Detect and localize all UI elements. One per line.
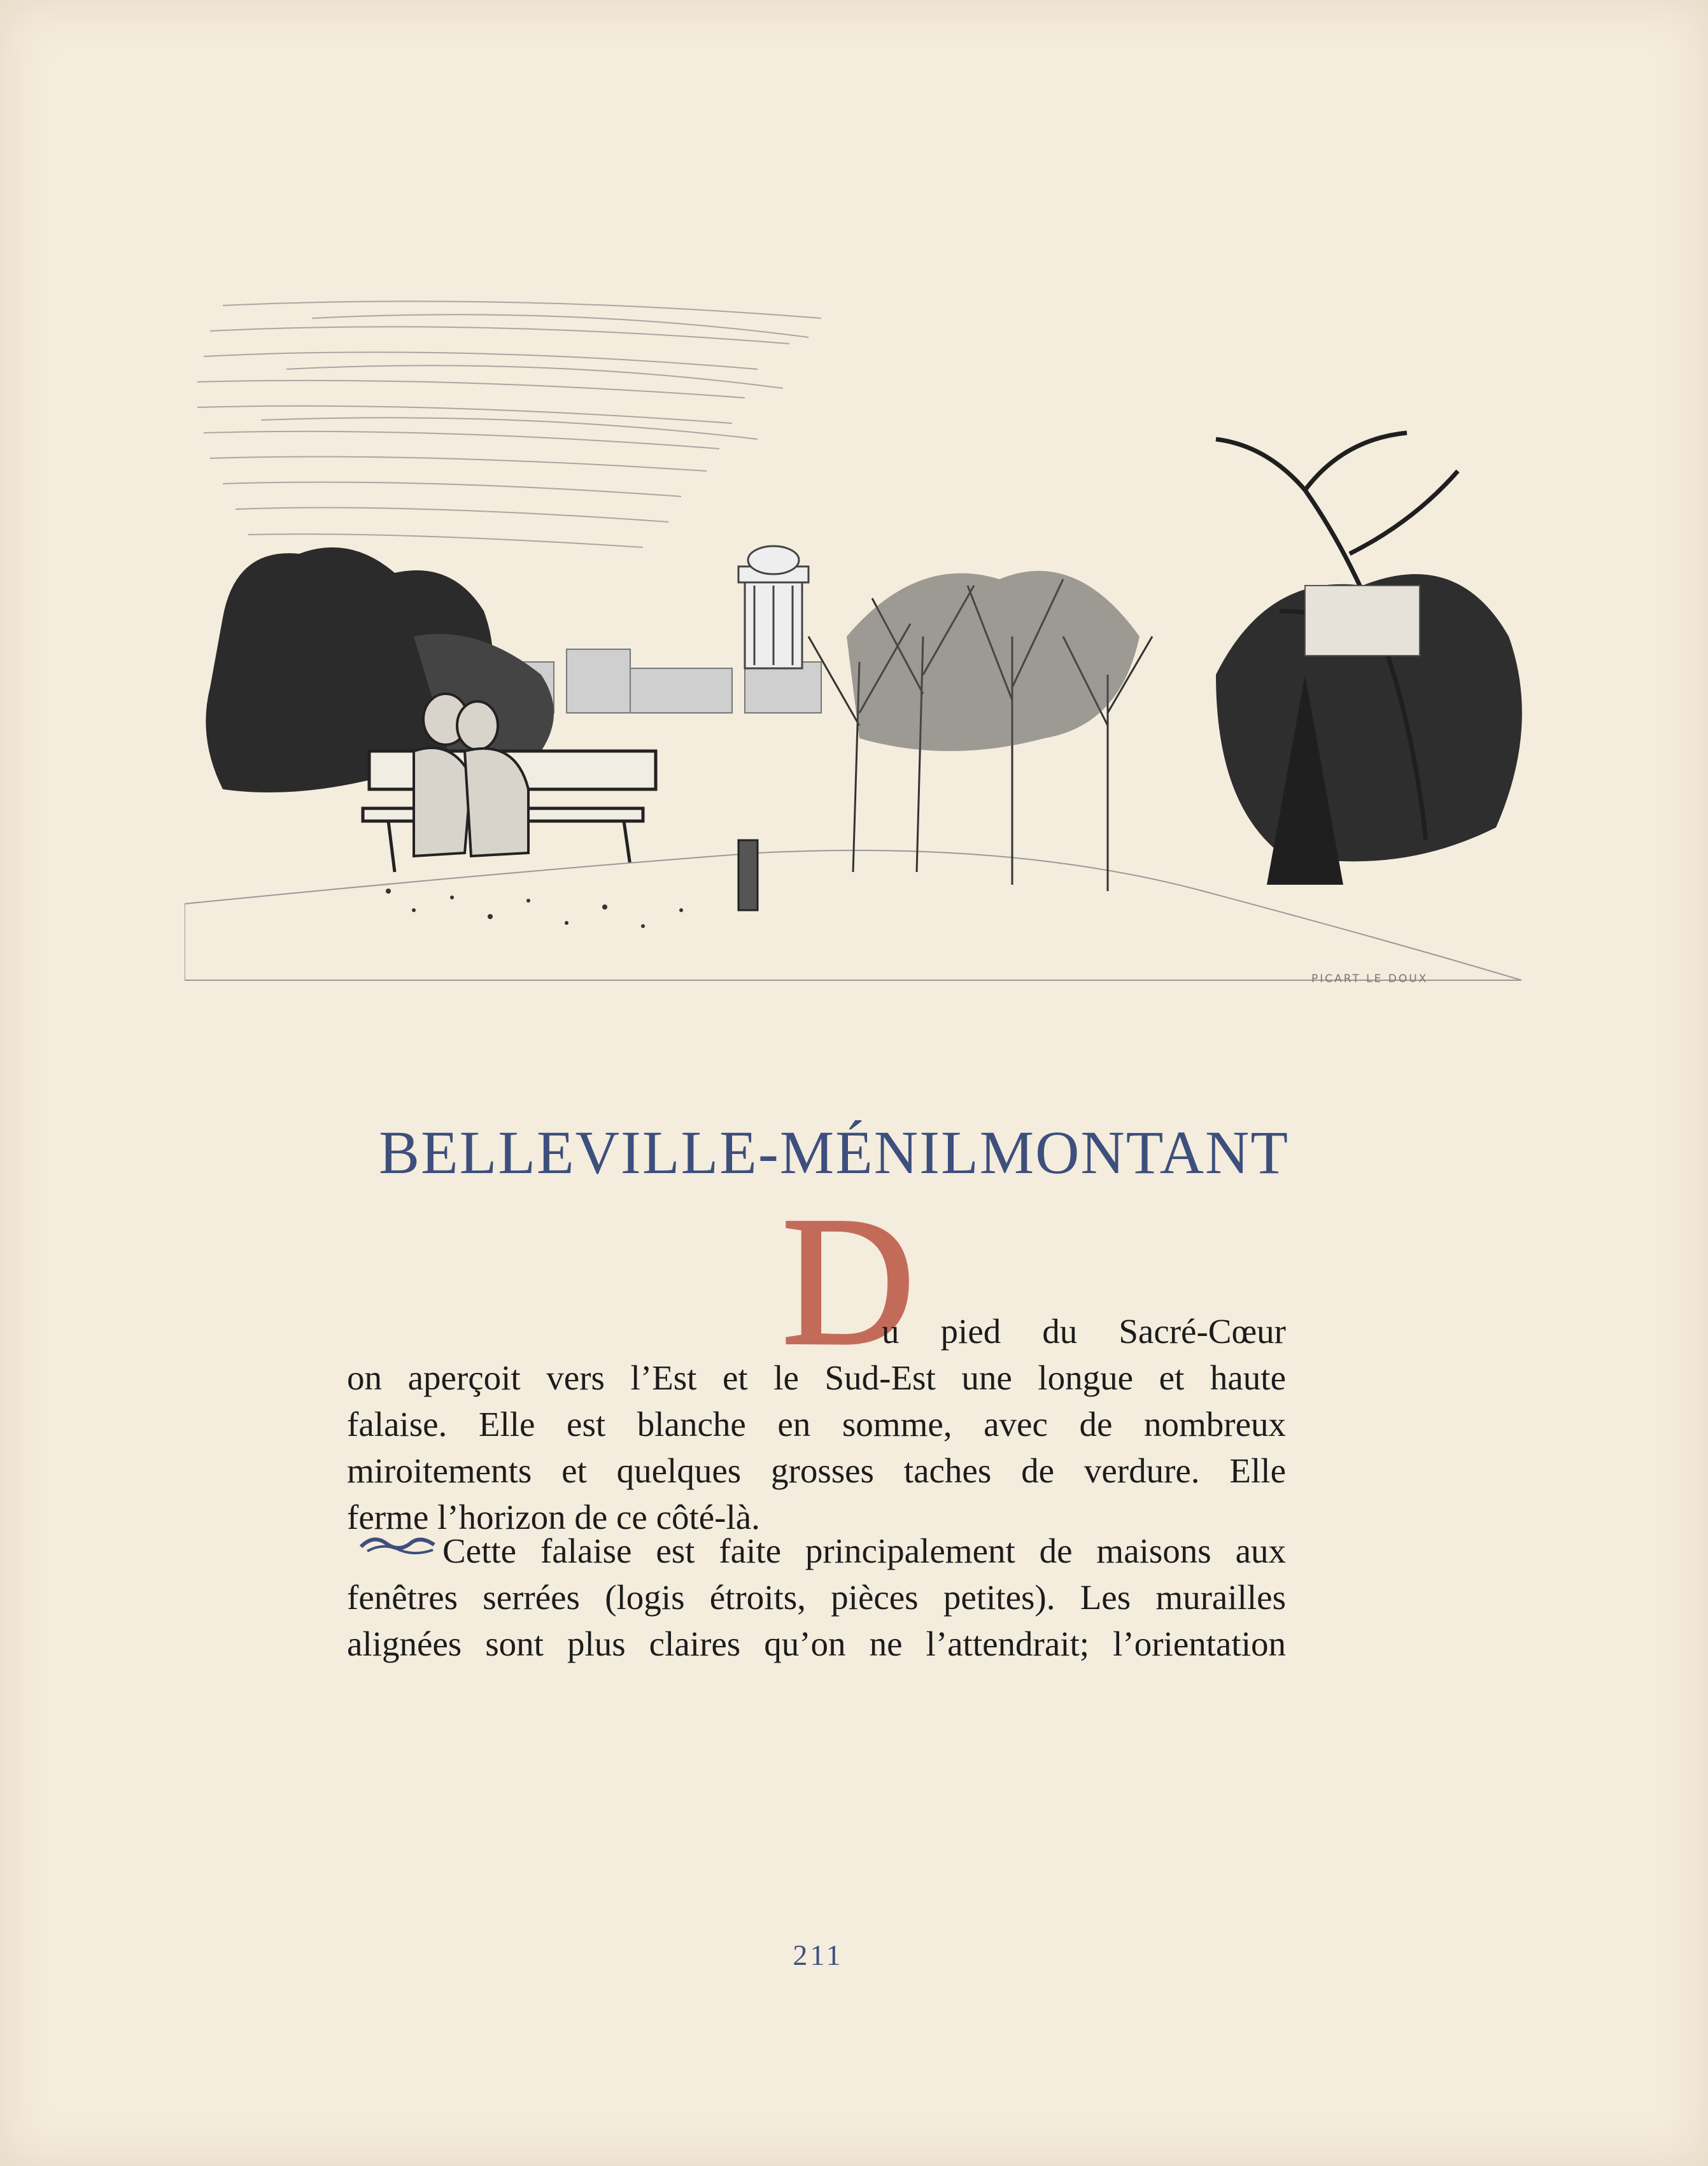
paragraph-line: on aperçoit vers l’Est et le Sud-Est une longue et haute [347, 1358, 1286, 1397]
paragraph-line: falaise. Elle est blanche en somme, avec de nombreux [347, 1405, 1286, 1444]
engraving-park-landscape-icon [185, 280, 1541, 993]
paragraph-1 [347, 1354, 1286, 1540]
paragraph-2 [347, 1528, 1286, 1667]
paragraph-line: Cette falaise est faite principalement de maisons aux [442, 1531, 1286, 1570]
paragraph-line: alignées sont plus claires qu’on ne l’attendrait; l’orientation [347, 1624, 1286, 1663]
page-number: 211 [793, 1939, 843, 1971]
chapter-title: BELLEVILLE-MÉNILMONTANT [379, 1118, 1289, 1186]
paragraph-line: miroitements et quelques grosses taches de verdure. Elle [347, 1451, 1286, 1490]
park-engraving-illustration [185, 280, 1541, 993]
first-line-text: u pied du Sacré-Cœur [882, 1312, 1286, 1351]
artist-signature: PICART LE DOUX [1311, 973, 1429, 985]
paragraph-line: ferme l’horizon de ce côté-là. [347, 1498, 760, 1537]
paragraph-line: fenêtres serrées (logis étroits, pièces petites). Les murailles [347, 1578, 1286, 1617]
drop-cap [782, 1179, 915, 1383]
drop-cap-letter: D [782, 1179, 915, 1383]
